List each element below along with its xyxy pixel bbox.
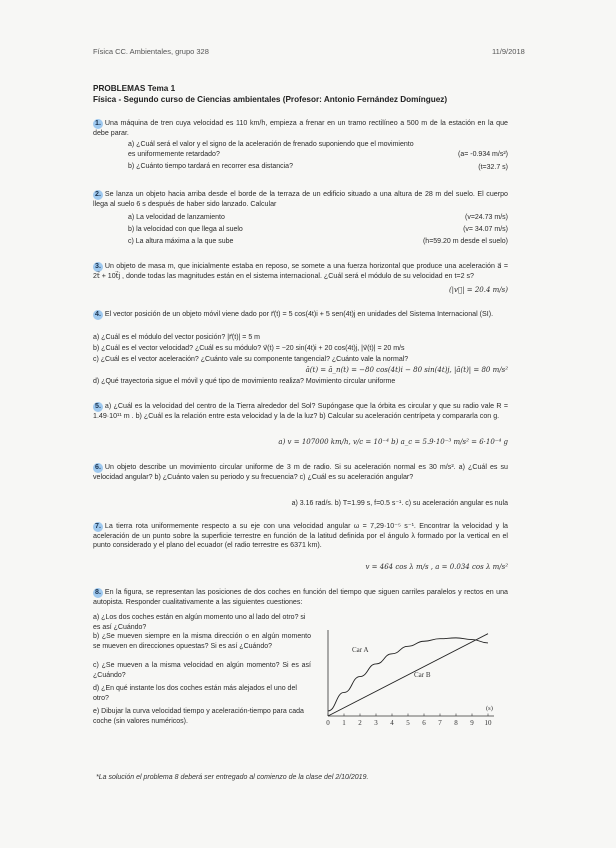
problem-number: 4.	[95, 310, 101, 318]
problem-4-acceleration: ā(t) = ā_n(t) = −80 cos(4t)i − 80 sin(4t)j, |ā(t)| = 80 m/s²	[305, 366, 508, 374]
x-tick-label: 4	[390, 719, 394, 727]
x-tick-label: 10	[484, 719, 492, 727]
x-tick-label: 0	[326, 719, 330, 727]
x-tick-label: 1	[342, 719, 346, 727]
course-header: Física CC. Ambientales, grupo 328	[93, 47, 209, 56]
problem-4-item-c: c) ¿Cuál es el vector aceleración? ¿Cuánto vale su componente tangencial? ¿Cuánto vale la normal?	[93, 356, 409, 363]
problem-3-answer: (|v⃗| = 20.4 m/s)	[448, 286, 508, 294]
problem-4-item-a: a) ¿Cuál es el módulo del vector posición? |r⃗(t)| = 5 m	[93, 334, 261, 341]
problem-1-answer-b: (t=32.7 s)	[478, 164, 508, 171]
problem-1: 1. Una máquina de tren cuya velocidad es 110 km/h, empieza a frenar en un tramo rectilíneo a 500 m de la estación en la que debe parar.	[93, 119, 508, 137]
x-axis-label: (s)	[486, 705, 493, 712]
problem-number: 1.	[95, 119, 101, 127]
problem-2-answer-c: (h=59.20 m desde el suelo)	[422, 238, 508, 245]
x-tick-label: 6	[422, 719, 426, 727]
problem-4: 4. El vector posición de un objeto móvil viene dado por r⃗(t) = 5 cos(4t)i + 5 sen(4t)j en unidades del Sistema Internacional (SI).	[95, 310, 494, 318]
doc-title: PROBLEMAS Tema 1	[93, 84, 176, 93]
problem-2-item-a: a) La velocidad de lanzamiento	[128, 214, 225, 221]
problem-5: 5. a) ¿Cuál es la velocidad del centro de la Tierra alrededor del Sol? Supóngase que la órbita es circular y que su radio vale R = 1.49·10¹¹ m . b) ¿Cuál es la relación entre esta velocidad y la de la luz? b) Calcular su aceleración centrípeta y compararla con g.	[93, 402, 508, 420]
problem-2-item-c: c) La altura máxima a la que sube	[128, 238, 234, 245]
x-tick-label: 7	[438, 719, 442, 727]
position-time-chart	[316, 626, 506, 738]
problem-8-item-d: d) ¿En qué instante los dos coches están más alejados el uno del otro?	[93, 685, 297, 702]
x-tick-label: 8	[454, 719, 458, 727]
x-tick-label: 2	[358, 719, 362, 727]
x-tick-label: 3	[374, 719, 378, 727]
problem-4-item-b: b) ¿Cuál es el vector velocidad? ¿Cuál es su módulo? v⃗(t) = −20 sin(4t)i + 20 cos(4t)j, |v⃗(t)| = 20 m/s	[93, 345, 405, 352]
problem-8-item-b: b) ¿Se mueven siempre en la misma dirección o en algún momento se mueven en direcciones opuestas? Si es así ¿Cuándo?	[93, 633, 311, 650]
problem-8-item-c: c) ¿Se mueven a la misma velocidad en algún momento? Si es así ¿Cuándo?	[93, 662, 311, 679]
problem-4-item-d: d) ¿Qué trayectoria sigue el móvil y qué tipo de movimiento realiza? Movimiento circular uniforme	[93, 378, 396, 385]
problem-5-answer: a) v = 107000 km/h, v/c = 10⁻⁴ b) a_c = 5.9·10⁻³ m/s² = 6·10⁻⁴ g	[278, 438, 508, 446]
problem-2-answer-b: (v= 34.07 m/s)	[463, 226, 508, 233]
problem-7-answer: v = 464 cos λ m/s , a = 0.034 cos λ m/s²	[365, 563, 508, 571]
date-header: 11/9/2018	[492, 47, 525, 56]
problem-2-answer-a: (v=24.73 m/s)	[465, 214, 508, 221]
problem-number: 7.	[95, 522, 101, 530]
problem-6-answer: a) 3.16 rad/s. b) T=1.99 s, f=0.5 s⁻¹. c) su aceleración angular es nula	[291, 500, 508, 507]
problem-number: 8.	[95, 588, 101, 596]
problem-1-item-b: b) ¿Cuánto tiempo tardará en recorrer esa distancia?	[128, 163, 293, 170]
footnote: *La solución el problema 8 deberá ser entregado al comienzo de la clase del 2/10/2019.	[96, 774, 369, 781]
problem-number: 6.	[95, 463, 101, 471]
problem-2-item-b: b) la velocidad con que llega al suelo	[128, 226, 243, 233]
problem-8-item-e: e) Dibujar la curva velocidad tiempo y aceleración-tiempo para cada coche (sin valores numéricos).	[93, 708, 304, 725]
legend-car-b: Car B	[414, 671, 431, 679]
problem-1-answer-a: (a= -0.934 m/s²)	[458, 151, 508, 158]
legend-car-a: Car A	[352, 646, 369, 654]
x-tick-label: 5	[406, 719, 410, 727]
problem-number: 5.	[95, 402, 101, 410]
problem-2: 2. Se lanza un objeto hacia arriba desde el borde de la terraza de un edificio situado a una altura de 28 m del suelo. El cuerpo llega al suelo 6 s después de haber sido lanzado. Calcular	[93, 190, 508, 208]
problem-6: 6. Un objeto describe un movimiento circular uniforme de 3 m de radio. Si su aceleración normal es 30 m/s². a) ¿Cuál es su velocidad angular? b) ¿Cuánto valen su periodo y su frecuencia? c) ¿Cuál es su aceleración angular?	[93, 463, 508, 481]
problem-number: 3.	[95, 262, 101, 270]
problem-3: 3. Un objeto de masa m, que inicialmente estaba en reposo, se somete a una fuerza horizontal que produce una aceleración a⃗ = 2t⃗ + 10t⃗j , donde todas las magnitudes están en el sistema internacional. ¿Cuál será el módulo de su velocidad en t=2 s?	[93, 262, 508, 280]
doc-subtitle: Física - Segundo curso de Ciencias ambientales (Profesor: Antonio Fernández Domínguez)	[93, 95, 448, 104]
problem-7: 7. La tierra rota uniformemente respecto a su eje con una velocidad angular ω = 7,29·10⁻⁵ s⁻¹. Encontrar la velocidad y la aceleración de un punto sobre la superficie terrestre en función de la latitud definida por el ángulo λ formado por la vertical en el punto considerado y el plano del ecuador (el radio terrestre es 6371 km).	[93, 522, 508, 550]
problem-number: 2.	[95, 190, 101, 198]
problem-1-item-a: a) ¿Cuál será el valor y el signo de la aceleración de frenado suponiendo que el movimiento es uniformemente retardado?	[128, 141, 414, 158]
problem-8-item-a: a) ¿Los dos coches están en algún momento uno al lado del otro? si es así ¿Cuándo?	[93, 614, 306, 631]
x-tick-label: 9	[470, 719, 474, 727]
problem-8: 8. En la figura, se representan las posiciones de dos coches en función del tiempo que siguen carriles paralelos y rectos en una autopista. Responder cualitativamente a las siguientes cuestiones:	[93, 588, 508, 606]
